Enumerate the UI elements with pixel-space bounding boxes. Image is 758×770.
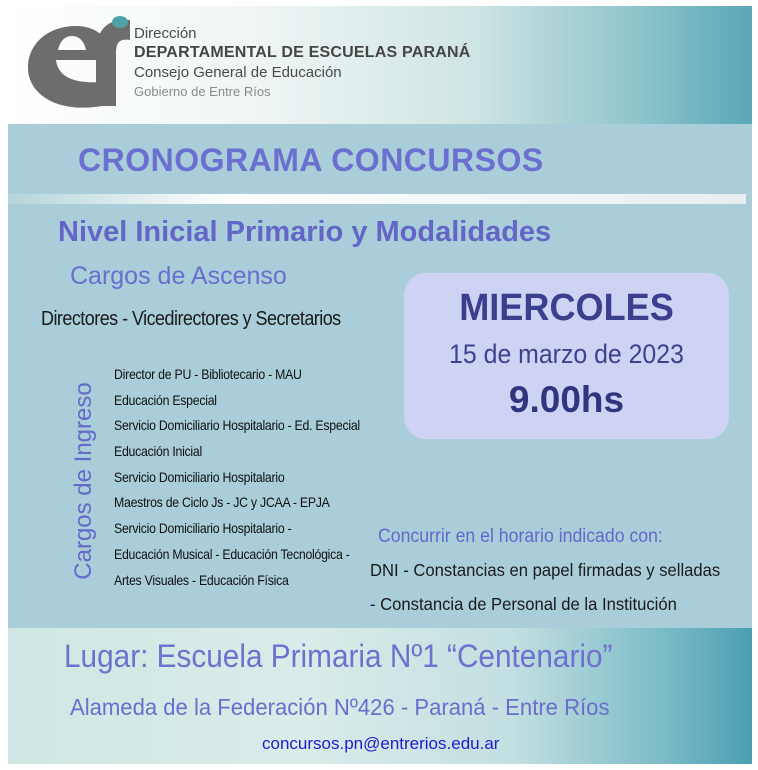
schedule-box (404, 273, 729, 439)
org-line-4: Gobierno de Entre Ríos (134, 84, 271, 99)
list-item: Servicio Domiciliario Hospitalario (114, 468, 285, 485)
list-item: Artes Visuales - Educación Física (114, 571, 289, 588)
schedule-date: 15 de marzo de 2023 (449, 339, 684, 369)
contact-email[interactable]: concursos.pn@entrerios.edu.ar (262, 734, 500, 753)
requirements-heading: Concurrir en el horario indicado con: (378, 526, 663, 547)
org-line-3: Consejo General de Educación (134, 64, 342, 81)
ingreso-heading: Cargos de Ingreso (70, 382, 97, 580)
organization-name (134, 26, 471, 98)
list-item: Educación Especial (114, 391, 217, 408)
schedule-day: MIERCOLES (459, 287, 674, 329)
divider (8, 194, 746, 204)
list-item: Director de PU - Bibliotecario - MAU (114, 366, 302, 382)
list-item: Educación Inicial (114, 443, 202, 460)
ingreso-list (114, 362, 393, 593)
org-line-2: DEPARTAMENTAL DE ESCUELAS PARANÁ (134, 44, 471, 61)
header (8, 6, 752, 124)
schedule-time: 9.00hs (508, 379, 625, 420)
list-item: Educación Musical - Educación Tecnológica - (114, 545, 350, 562)
poster-subtitle: Nivel Inicial Primario y Modalidades (58, 216, 552, 248)
location-address: Alameda de la Federación Nº426 - Paraná - Entre Ríos (70, 694, 610, 720)
location-place: Lugar: Escuela Primaria Nº1 “Centenario” (64, 638, 613, 674)
ascenso-heading: Cargos de Ascenso (70, 262, 287, 290)
poster (8, 6, 752, 764)
list-item: Servicio Domiciliario Hospitalario - Ed. Especial (114, 417, 360, 434)
org-line-1: Dirección (134, 25, 197, 42)
ingreso-heading-wrap (66, 356, 102, 606)
requirement-line-2: - Constancia de Personal de la Institución (370, 594, 677, 614)
poster-title: CRONOGRAMA CONCURSOS (78, 142, 544, 178)
footer (8, 628, 752, 764)
list-item: Servicio Domiciliario Hospitalario - (114, 520, 292, 537)
ascenso-positions: Directores - Vicedirectores y Secretarios (41, 308, 341, 330)
list-item: Maestros de Ciclo Js - JC y JCAA - EPJA (114, 494, 330, 511)
cge-er-logo-icon (16, 10, 134, 118)
requirement-line-1: DNI - Constancias en papel firmadas y selladas (370, 560, 721, 580)
